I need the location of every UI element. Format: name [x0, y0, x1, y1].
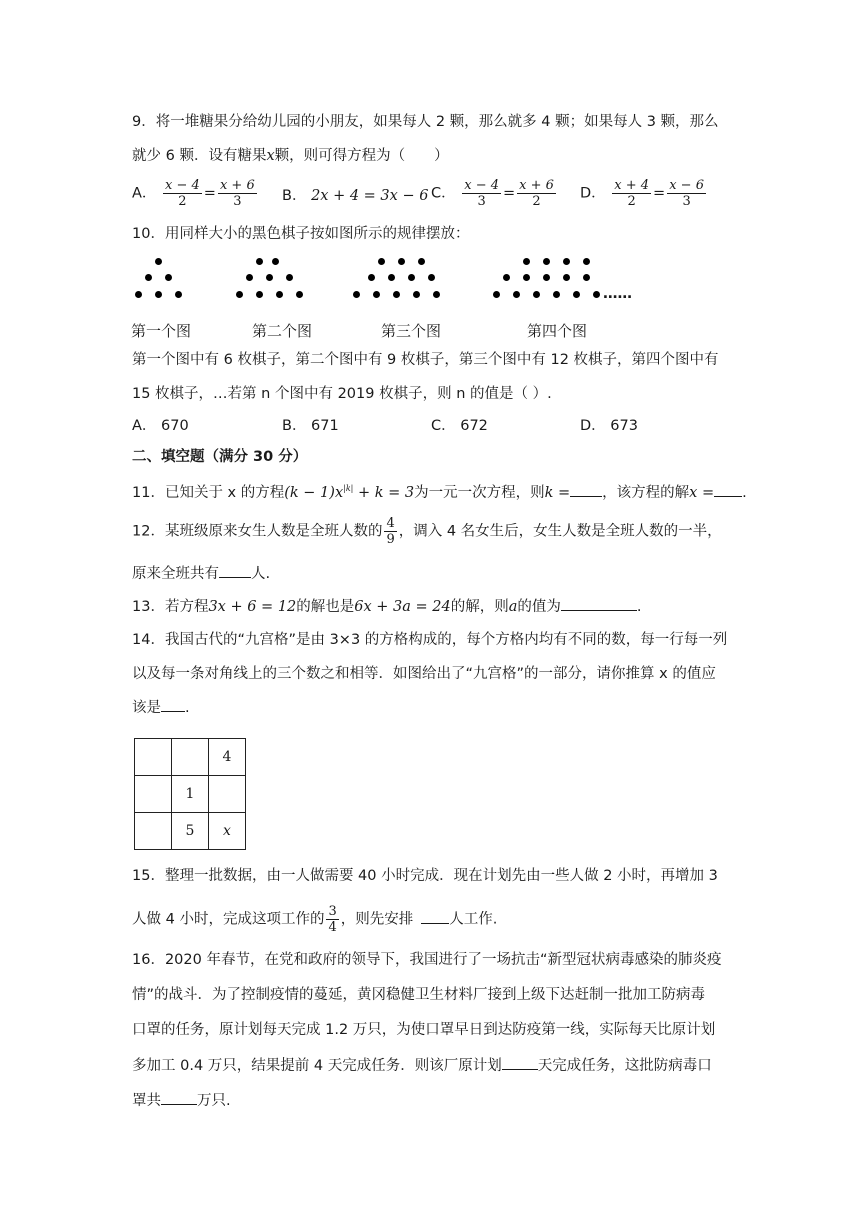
answer-blank[interactable]: [570, 482, 602, 497]
figure-caption-4: 第四个图: [527, 322, 588, 340]
q12-line1: 12．某班级原来女生人数是全班人数的 $\frac{4}{9}$ ，调入 4 名女生后，女生人数是全班人数的一半，: [132, 516, 722, 547]
grid-cell: [135, 813, 172, 850]
grid-cell: [135, 776, 172, 813]
q10-option-d: D． 673: [580, 418, 638, 434]
chess-piece: [272, 258, 279, 265]
chess-piece: [413, 291, 420, 298]
grid-cell: 1: [172, 776, 209, 813]
chess-piece: [256, 258, 263, 265]
figure-caption-1: 第一个图: [131, 322, 192, 340]
chess-piece: [493, 291, 500, 298]
chess-piece: [155, 291, 162, 298]
q10-text2: 15 枚棋子，…若第 n 个图中有 2019 枚棋子，则 n 的值是（ ）.: [132, 386, 552, 402]
chess-piece: [533, 291, 540, 298]
q16-line5: 罩共 万只.: [132, 1090, 231, 1111]
q14-line1: 14．我国古代的“九宫格”是由 3×3 的方格构成的，每个方格内均有不同的数，每一行每一列: [132, 632, 728, 648]
q9-line2: 就少 6 颗．设有糖果x颗，则可得方程为（ ）: [132, 148, 449, 164]
chess-piece: [543, 258, 550, 265]
q16-line4: 多加工 0.4 万只，结果提前 4 天完成任务．则该厂原计划 天完成任务，这批防病毒口: [132, 1055, 712, 1076]
chess-piece: [165, 274, 172, 281]
chess-piece: [246, 274, 253, 281]
chess-piece: [523, 258, 530, 265]
q16-line3: 口罩的任务，原计划每天完成 1.2 万只，为使口罩早日到达防疫第一线，实际每天比原计划: [132, 1022, 716, 1038]
answer-blank[interactable]: [161, 1090, 197, 1105]
chess-piece: [418, 258, 425, 265]
chess-piece: [266, 274, 273, 281]
grid-cell: [209, 776, 246, 813]
q10-option-a: A． 670: [132, 418, 189, 434]
q9-option-b: B． 2x + 4 = 3x − 6: [282, 188, 429, 204]
q10-option-b: B． 671: [282, 418, 339, 434]
q9-option-a: A． $\frac{x - 4}{2}$ = $\frac{x + 6}{3}$: [132, 178, 255, 209]
chess-piece: [543, 274, 550, 281]
answer-blank[interactable]: [219, 563, 251, 578]
chess-piece: [145, 274, 152, 281]
answer-blank[interactable]: [161, 697, 185, 712]
grid-cell: [135, 739, 172, 776]
chess-piece: [353, 291, 360, 298]
chess-piece: [373, 291, 380, 298]
chess-piece: [286, 274, 293, 281]
q9-option-c: C． $\frac{x - 4}{3}$ = $\frac{x + 6}{2}$: [431, 178, 554, 209]
chess-piece: [236, 291, 243, 298]
chess-piece: [135, 291, 142, 298]
q14-line3: 该是 .: [132, 697, 190, 718]
chess-piece: [378, 258, 385, 265]
magic-square-grid: [134, 738, 246, 850]
q16-line1: 16．2020 年春节，在党和政府的领导下，我国进行了一场抗击“新型冠状病毒感染的肺炎疫: [132, 952, 722, 968]
chess-piece: [563, 258, 570, 265]
answer-blank[interactable]: [561, 596, 637, 611]
section-heading: 二、填空题（满分 30 分）: [132, 449, 308, 465]
chess-piece: [388, 274, 395, 281]
chess-piece: [408, 274, 415, 281]
figure-caption-2: 第二个图: [252, 322, 313, 340]
answer-blank[interactable]: [502, 1055, 538, 1070]
chess-piece: [573, 291, 580, 298]
q16-line2: 情”的战斗．为了控制疫情的蔓延，黄冈稳健卫生材料厂接到上级下达赶制一批加工防病毒: [132, 987, 706, 1003]
chess-piece: [428, 274, 435, 281]
grid-cell: 5: [172, 813, 209, 850]
q10-text1: 第一个图中有 6 枚棋子，第二个图中有 9 枚棋子，第三个图中有 12 枚棋子，第四个图中有: [132, 352, 719, 368]
chess-piece: [523, 274, 530, 281]
chess-piece: [276, 291, 283, 298]
q10-option-c: C． 672: [431, 418, 488, 434]
chess-piece: [256, 291, 263, 298]
q15-line2: 人做 4 小时，完成这项工作的 $\frac{3}{4}$ ，则先安排 人工作.: [132, 904, 498, 935]
answer-blank[interactable]: [421, 909, 449, 924]
q15-line1: 15．整理一批数据，由一人做需要 40 小时完成．现在计划先由一些人做 2 小时，再增加 3: [132, 868, 718, 884]
chess-piece: [503, 274, 510, 281]
figure-caption-3: 第三个图: [381, 322, 442, 340]
chess-piece: [155, 258, 162, 265]
chess-piece: [593, 291, 600, 298]
chess-piece: [175, 291, 182, 298]
chess-piece: [513, 291, 520, 298]
chess-piece: [583, 258, 590, 265]
chess-piece: [553, 291, 560, 298]
grid-cell-x: x: [209, 813, 246, 850]
chess-piece: [368, 274, 375, 281]
chess-piece: [433, 291, 440, 298]
chess-piece: [296, 291, 303, 298]
variable-x: x: [266, 148, 275, 164]
answer-blank[interactable]: [714, 482, 742, 497]
q12-line2: 原来全班共有 人.: [132, 563, 270, 584]
grid-cell: 4: [209, 739, 246, 776]
q14-line2: 以及每一条对角线上的三个数之和相等．如图给出了“九宫格”的一部分，请你推算 x 的值应: [132, 666, 716, 682]
pattern-ellipsis: ……: [603, 286, 632, 302]
q13-line: 13．若方程3x + 6 = 12的解也是6x + 3a = 24的解，则a的值为 .: [132, 596, 642, 617]
q9-line1: 9．将一堆糖果分给幼儿园的小朋友，如果每人 2 颗，那么就多 4 颗；如果每人 3 颗，那么: [132, 114, 719, 130]
grid-cell: [172, 739, 209, 776]
chess-piece: [583, 274, 590, 281]
chess-piece: [393, 291, 400, 298]
chess-piece: [398, 258, 405, 265]
chess-piece: [563, 274, 570, 281]
q9-option-d: D． $\frac{x + 4}{2}$ = $\frac{x - 6}{3}$: [580, 178, 704, 209]
q10-line1: 10．用同样大小的黑色棋子按如图所示的规律摆放：: [132, 226, 470, 242]
q11-line: 11．已知关于 x 的方程$(k - 1)x^{|k|} + k = 3$为一元一次方程，则k = ，该方程的解x = .: [132, 479, 747, 503]
